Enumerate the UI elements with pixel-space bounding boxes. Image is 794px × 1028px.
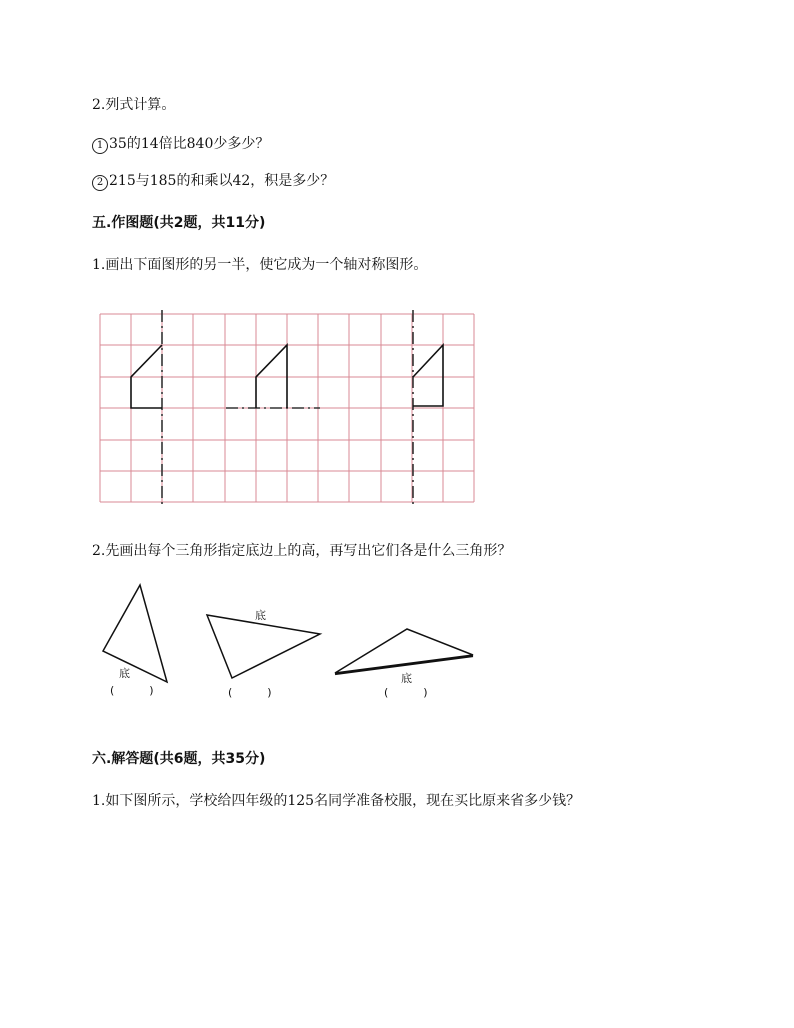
section-6-question-1: 1.如下图所示，学校给四年级的125名同学准备校服，现在买比原来省多少钱？	[92, 793, 581, 809]
section-6-heading: 六.解答题(共6题，共35分)	[92, 751, 266, 767]
question-2-title: 2.列式计算。	[92, 97, 176, 113]
triangle-1	[103, 585, 167, 682]
answer-blank-1[interactable]: ( )	[110, 684, 154, 697]
item-text: 35的14倍比840少多少？	[109, 136, 270, 152]
answer-blank-2[interactable]: ( )	[228, 686, 272, 699]
circled-number: 2	[92, 175, 108, 191]
base-label-2: 底	[255, 609, 266, 622]
triangle-3	[335, 629, 473, 673]
section-5-question-2: 2.先画出每个三角形指定底边上的高，再写出它们各是什么三角形？	[92, 543, 512, 559]
circled-number: 1	[92, 138, 108, 154]
triangle-2	[207, 615, 320, 678]
section-5-heading: 五.作图题(共2题，共11分)	[92, 215, 266, 231]
base-label-1: 底	[119, 667, 130, 680]
item-text: 215与185的和乘以42，积是多少？	[109, 173, 335, 189]
section-5-question-1: 1.画出下面图形的另一半，使它成为一个轴对称图形。	[92, 257, 428, 273]
base-label-3: 底	[401, 672, 412, 685]
answer-blank-3[interactable]: ( )	[384, 686, 428, 699]
